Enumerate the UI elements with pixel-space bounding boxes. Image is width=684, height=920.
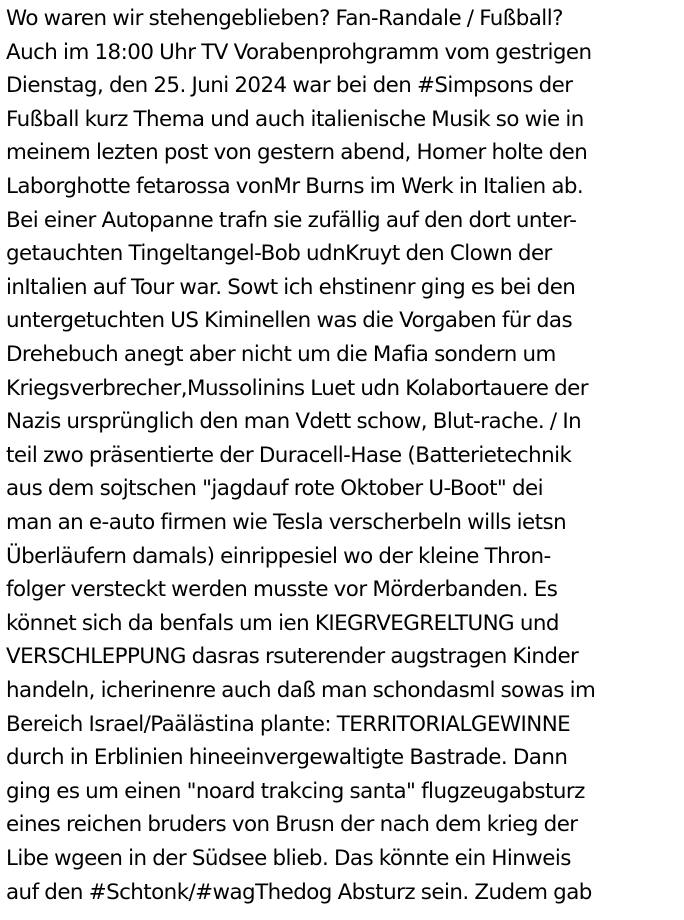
text-line: eines reichen bruders von Brusn der nach dem krieg der [6, 812, 578, 838]
text-line: man an e-auto firmen wie Tesla verscherbeln wills ietsn [6, 510, 567, 535]
text-line: handeln, icherinenre auch daß man schondasml sowas im [6, 678, 596, 703]
text-line: durch in Erblinien hineeinvergewaltigte Bastrade. Dann [6, 745, 568, 771]
text-line: Bei einer Autopanne trafn sie zufällig auf den dort unter- [6, 207, 577, 233]
text-line: Libe wgeen in der Südsee blieb. Das könnte ein Hinweis [6, 846, 571, 871]
text-line: Bereich Israel/Paälästina plante: TERRITORIALGEWINNE [6, 711, 571, 737]
text-line: auf den #Schtonk/#wagThedog Absturz sein. Zudem gab [6, 879, 592, 905]
text-line: teil zwo präsentierte der Duracell-Hase (Batterietechnik [6, 442, 572, 468]
text-line: Fußball kurz Thema und auch italienische Musik so wie in [6, 106, 584, 132]
text-line: aus dem sojtschen "jagdauf rote Oktober U-Boot" dei [6, 476, 543, 502]
text-line: Laborghotte fetarossa vonMr Burns im Werk in Italien ab. [6, 174, 584, 199]
text-line: Drehebuch anegt aber nicht um die Mafia sondern um [6, 342, 556, 367]
text-line: Nazis ursprünglich den man Vdett schow, Blut-rache. / In [6, 409, 582, 435]
text-line: meinem lezten post von gestern abend, Homer holte den [6, 140, 588, 166]
text-line: folger versteckt werden musste vor Mörderbanden. Es [6, 577, 558, 603]
text-line: Überläufern damals) einrippesiel wo der kleine Thron- [6, 543, 551, 569]
text-line: Auch im 18:00 Uhr TV Vorabenprohgramm vom gestrigen [6, 39, 592, 65]
text-line: untergetuchten US Kiminellen was die Vorgaben für das [6, 308, 573, 334]
text-line: getauchten Tingeltangel-Bob udnKruyt den Clown der [6, 241, 552, 267]
text-line: inItalien auf Tour war. Sowt ich ehstinenr ging es bei den [6, 274, 576, 300]
text-line: Wo waren wir stehengeblieben? Fan-Randale / Fußball? [6, 6, 563, 31]
text-line: Dienstag, den 25. Juni 2024 war bei den #Simpsons der [6, 73, 573, 99]
text-line: könnet sich da benfals um ien KIEGRVEGRELTUNG und [6, 610, 559, 636]
text-line: Kriegsverbrecher,Mussolinins Luet udn Kolabortauere der [6, 375, 588, 401]
text-line: VERSCHLEPPUNG dasras rsuterender augstragen Kinder [6, 644, 579, 670]
text-line: ging es um einen "noard trakcing santa" flugzeugabsturz [6, 778, 585, 804]
